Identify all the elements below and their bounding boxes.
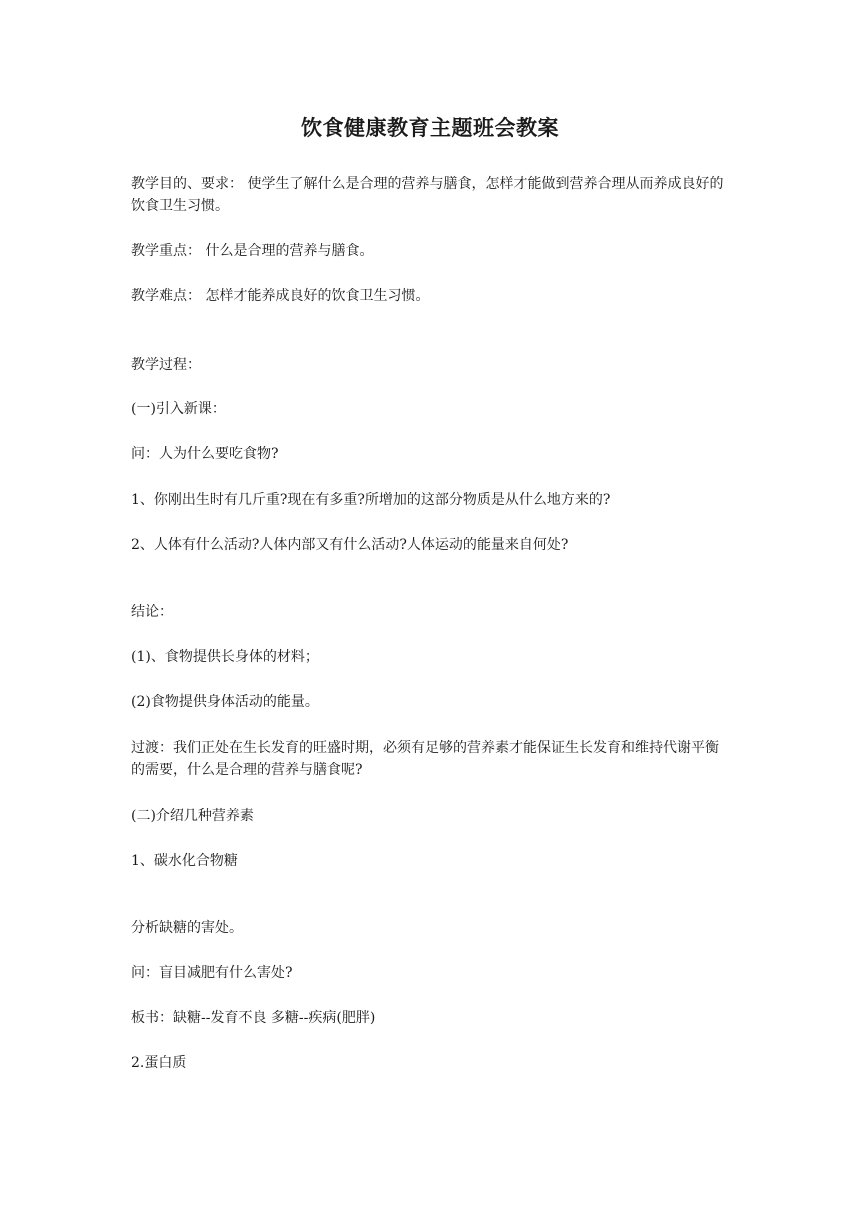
paragraph-protein: 2.蛋白质	[131, 1055, 187, 1071]
paragraph-question-diet: 问：盲目减肥有什么害处?	[131, 965, 293, 981]
document-title: 饮食健康教育主题班会教案	[301, 115, 559, 140]
paragraph-board-notes: 板书：缺糖--发育不良 多糖--疾病(肥胖)	[131, 1010, 376, 1026]
paragraph-question-why-eat: 问：人为什么要吃食物?	[131, 446, 279, 462]
paragraph-section-one: (一)引入新课：	[131, 401, 226, 417]
paragraph-conclusion-heading: 结论：	[131, 604, 173, 620]
paragraph-analysis: 分析缺糖的害处。	[131, 920, 243, 936]
paragraph-section-two: (二)介绍几种营养素	[131, 808, 254, 824]
paragraph-conclusion-1: (1)、食物提供长身体的材料；	[131, 649, 319, 665]
paragraph-teaching-goals: 教学目的、要求： 使学生了解什么是合理的营养与膳食，怎样才能做到营养合理从而养成良好的饮食卫生习惯。	[131, 176, 724, 214]
paragraph-key-points: 教学重点： 什么是合理的营养与膳食。	[131, 243, 374, 259]
paragraph-difficulties: 教学难点： 怎样才能养成良好的饮食卫生习惯。	[131, 288, 430, 304]
paragraph-question-2: 2、人体有什么活动?人体内部又有什么活动?人体运动的能量来自何处?	[131, 537, 569, 553]
paragraph-transition: 过渡：我们正处在生长发育的旺盛时期，必须有足够的营养素才能保证生长发育和维持代谢平衡的需要，什么是合理的营养与膳食呢?	[131, 740, 719, 778]
paragraph-process-heading: 教学过程：	[131, 357, 201, 373]
paragraph-conclusion-2: (2)食物提供身体活动的能量。	[131, 694, 319, 710]
paragraph-question-1: 1、你刚出生时有几斤重?现在有多重?所增加的这部分物质是从什么地方来的?	[131, 492, 611, 508]
paragraph-carbohydrates: 1、碳水化合物糖	[131, 853, 238, 869]
